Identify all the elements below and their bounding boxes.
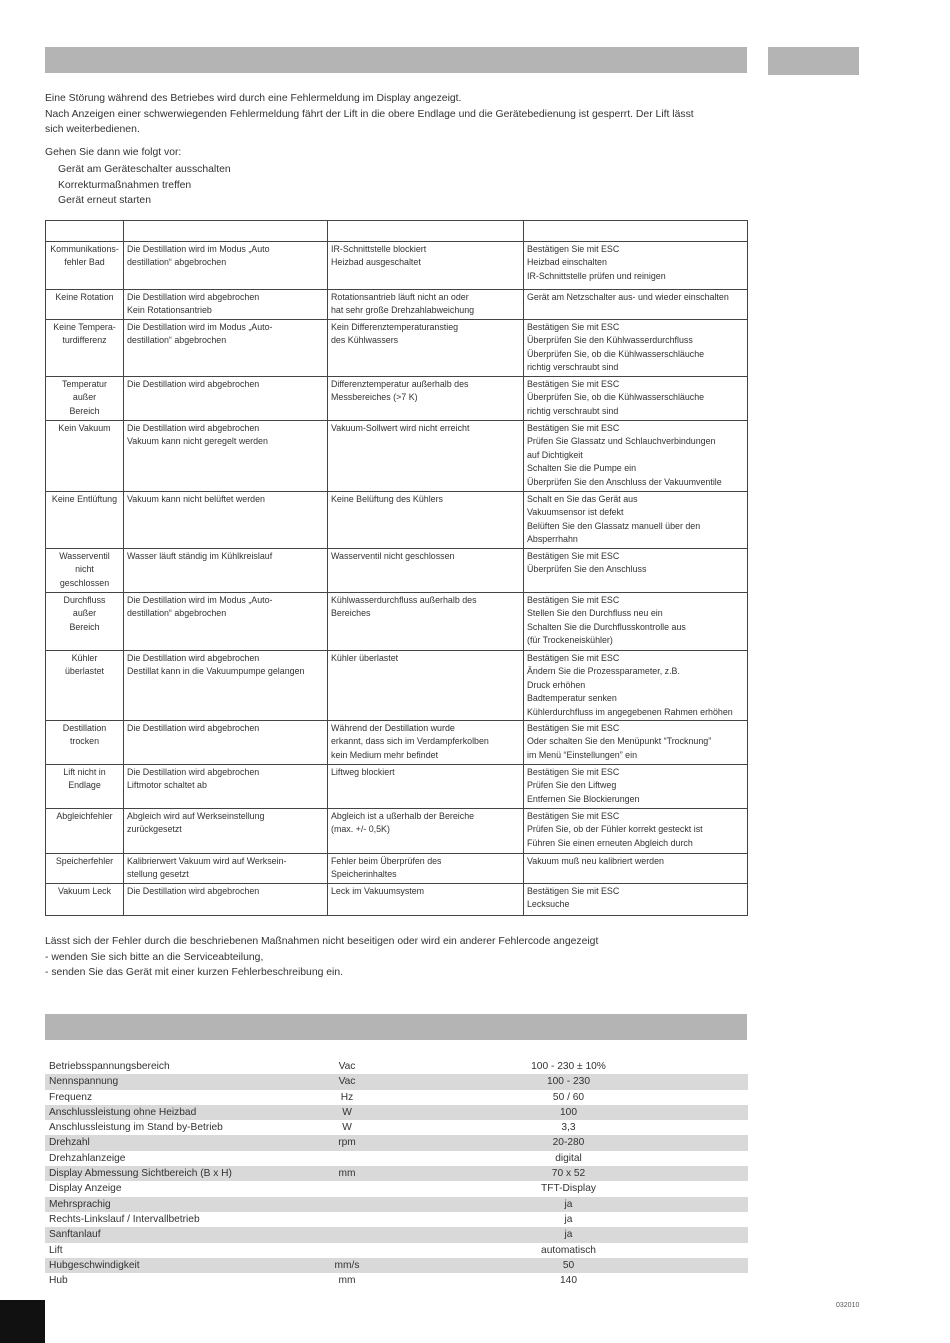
cell-line: IR-Schnittstelle blockiert	[331, 244, 427, 254]
cell-line: Die Destillation wird abgebrochen	[127, 423, 260, 433]
cell-line: Die Destillation wird abgebrochen	[127, 767, 260, 778]
cell-line: Während der Destillation wurde	[331, 723, 455, 734]
spec-value: 3,3	[561, 1122, 576, 1134]
cell-line: Prüfen Sie Glassatz und Schlauchverbindungen	[527, 436, 716, 447]
cell-line: Kühlerdurchfluss im angegebenen Rahmen erhöhen	[527, 706, 733, 717]
header-cell	[46, 221, 124, 242]
spec-value: automatisch	[541, 1244, 596, 1256]
cell-line: Belüften Sie den Glassatz manuell über den	[527, 520, 701, 531]
cell-line: Vakuum Leck	[57, 886, 112, 897]
error-remedy-cell	[524, 242, 748, 290]
cell-line: Kühler überlastet	[331, 653, 399, 663]
error-name-cell	[46, 492, 124, 549]
cell-line: Überprüfen Sie den Kühlwasserdurchfluss	[527, 335, 693, 346]
cell-line: (für Trockeneiskühler)	[527, 635, 613, 646]
spec-row	[45, 1059, 748, 1074]
spec-value: ja	[564, 1198, 573, 1210]
error-effect-cell	[124, 421, 328, 492]
spec-row	[45, 1090, 748, 1105]
cell-line: Schalt en Sie das Gerät aus	[527, 494, 638, 504]
spec-unit: W	[342, 1106, 352, 1118]
cell-line: Wasserventil	[59, 551, 110, 561]
cell-line: Vakuumsensor ist defekt	[527, 507, 624, 518]
spec-unit	[327, 1181, 367, 1196]
cell-line: Destillat kann in die Vakuumpumpe gelangen	[127, 666, 305, 677]
spec-label: Sanftanlauf	[49, 1229, 101, 1241]
error-effect-cell	[124, 651, 328, 721]
spec-unit	[327, 1151, 367, 1166]
error-row	[46, 721, 748, 765]
cell-line: Kalibrierwert Vakuum wird auf Werksein-	[127, 856, 287, 867]
cell-line: Die Destillation wird im Modus „Auto	[127, 244, 270, 254]
header-cell	[124, 221, 328, 242]
error-effect-cell	[124, 593, 328, 651]
error-cause-cell	[328, 593, 524, 651]
error-effect-cell	[124, 809, 328, 854]
error-name-cell	[46, 593, 124, 651]
spec-row	[45, 1258, 748, 1273]
spec-row	[45, 1273, 748, 1288]
cell-line: Gerät am Netzschalter aus- und wieder einschalten	[527, 292, 729, 302]
error-cause-cell	[328, 242, 524, 290]
cell-line: Bestätigen Sie mit ESC	[527, 653, 620, 663]
error-name-cell	[46, 421, 124, 492]
cell-line: Durchfluss	[63, 595, 106, 605]
error-row	[46, 492, 748, 549]
cell-line: Bestätigen Sie mit ESC	[527, 595, 620, 605]
footer-line: Lässt sich der Fehler durch die beschriebenen Maßnahmen nicht beseitigen oder wird ein anderer Fehlercode angezeigt	[45, 936, 599, 947]
cell-line: Bereich	[69, 405, 100, 416]
error-name-cell	[46, 377, 124, 421]
cell-line: Bestätigen Sie mit ESC	[527, 723, 620, 734]
cell-line: Badtemperatur senken	[527, 693, 617, 704]
cell-line: destillation“ abgebrochen	[127, 335, 227, 346]
spec-row	[45, 1135, 748, 1150]
cell-line: Entfernen Sie Blockierungen	[527, 793, 640, 804]
error-effect-cell	[124, 320, 328, 377]
error-name-cell	[46, 721, 124, 765]
cell-line: Überprüfen Sie den Anschluss der Vakuumventile	[527, 476, 722, 487]
specs-header-bar	[45, 1014, 747, 1040]
procedure-step: Korrekturmaßnahmen treffen	[58, 179, 192, 191]
cell-line: im Menü “Einstellungen” ein	[527, 749, 638, 760]
error-row	[46, 242, 748, 290]
cell-line: Überprüfen Sie, ob die Kühlwasserschläuche	[527, 348, 705, 359]
spec-value: digital	[555, 1152, 582, 1164]
cell-line: Abgleich wird auf Werkseinstellung	[127, 811, 265, 822]
spec-value: 50	[562, 1259, 575, 1271]
spec-unit	[327, 1212, 367, 1227]
error-cause-cell	[328, 421, 524, 492]
cell-line: Bestätigen Sie mit ESC	[527, 244, 620, 254]
cell-line: richtig verschraubt sind	[527, 362, 619, 373]
cell-line: Überprüfen Sie den Anschluss	[527, 564, 647, 575]
spec-value: ja	[564, 1229, 573, 1241]
error-name-cell	[46, 320, 124, 377]
error-row	[46, 651, 748, 721]
error-effect-cell	[124, 721, 328, 765]
error-effect-cell	[124, 854, 328, 884]
spec-label: Frequenz	[49, 1091, 93, 1103]
cell-line: Differenztemperatur außerhalb des	[331, 379, 469, 389]
cell-line: Vakuum kann nicht geregelt werden	[127, 436, 268, 447]
error-remedy-cell	[524, 809, 748, 854]
spec-label: Hub	[49, 1275, 68, 1287]
cell-line: Bestätigen Sie mit ESC	[527, 811, 620, 822]
cell-line: Liftmotor schaltet ab	[127, 780, 207, 791]
cell-line: Die Destillation wird abgebrochen	[127, 723, 260, 734]
spec-label: Hubgeschwindigkeit	[49, 1259, 140, 1271]
footer-line: - wenden Sie sich bitte an die Serviceabteilung,	[45, 951, 264, 963]
footer-line: - senden Sie das Gerät mit einer kurzen Fehlerbeschreibung ein.	[45, 967, 344, 978]
cell-line: Die Destillation wird abgebrochen	[127, 886, 260, 897]
cell-line: Kommunikations-	[50, 244, 119, 254]
cell-line: Die Destillation wird im Modus „Auto-	[127, 322, 273, 332]
error-name-cell	[46, 290, 124, 320]
cell-line: Stellen Sie den Durchfluss neu ein	[527, 608, 663, 619]
procedure-step: Gerät am Geräteschalter ausschalten	[58, 164, 231, 175]
spec-value: 50 / 60	[552, 1091, 585, 1103]
intro-text	[45, 91, 755, 138]
cell-line: Vakuum muß neu kalibriert werden	[527, 856, 664, 867]
procedure-steps	[58, 162, 231, 209]
cell-line: erkannt, dass sich im Verdampferkolben	[331, 736, 489, 747]
cell-line: Überprüfen Sie, ob die Kühlwasserschläuche	[527, 392, 705, 403]
error-remedy-cell	[524, 421, 748, 492]
spec-value: 20-280	[552, 1137, 585, 1149]
error-row	[46, 884, 748, 916]
cell-line: Kein Rotationsantrieb	[127, 305, 212, 316]
cell-line: Wasserventil nicht geschlossen	[331, 551, 455, 561]
spec-unit: Vac	[338, 1061, 356, 1072]
error-name-cell	[46, 854, 124, 884]
cell-line: stellung gesetzt	[127, 869, 189, 880]
cell-line: Bestätigen Sie mit ESC	[527, 767, 620, 778]
cell-line: Die Destillation wird abgebrochen	[127, 379, 260, 389]
cell-line: Oder schalten Sie den Menüpunkt “Trocknung”	[527, 736, 712, 747]
cell-line: turdifferenz	[62, 335, 107, 346]
error-row	[46, 421, 748, 492]
cell-line: Schalten Sie die Durchflusskontrolle aus	[527, 621, 686, 632]
cell-line: überlastet	[65, 666, 104, 677]
error-cause-cell	[328, 290, 524, 320]
spec-unit: W	[342, 1122, 352, 1134]
error-name-cell	[46, 809, 124, 854]
cell-line: außer	[72, 392, 97, 403]
cell-line: Heizbad ausgeschaltet	[331, 257, 421, 268]
cell-line: Die Destillation wird im Modus „Auto-	[127, 595, 273, 605]
intro-line: sich weiterbedienen.	[45, 124, 140, 135]
error-remedy-cell	[524, 854, 748, 884]
cell-line: Lecksuche	[527, 899, 570, 910]
spec-row	[45, 1197, 748, 1212]
cell-line: Kühlwasserdurchfluss außerhalb des	[331, 595, 477, 605]
spec-value: ja	[564, 1213, 573, 1225]
error-effect-cell	[124, 242, 328, 290]
cell-line: geschlossen	[59, 577, 110, 588]
cell-line: Druck erhöhen	[527, 679, 586, 690]
cell-line: Messbereiches (>7 K)	[331, 392, 418, 403]
cell-line: trocken	[69, 736, 100, 747]
cell-line: richtig verschraubt sind	[527, 405, 619, 416]
spec-unit: Hz	[340, 1091, 354, 1103]
spec-value: 100	[560, 1106, 577, 1118]
error-cause-cell	[328, 809, 524, 854]
cell-line: Heizbad einschalten	[527, 257, 607, 268]
cell-line: auf Dichtigkeit	[527, 449, 583, 460]
error-remedy-cell	[524, 765, 748, 809]
spec-row	[45, 1120, 748, 1135]
spec-label: Nennspannung	[49, 1076, 119, 1088]
error-cause-cell	[328, 854, 524, 884]
cell-line: kein Medium mehr befindet	[331, 749, 439, 760]
cell-line: Prüfen Sie, ob der Fühler korrekt gesteckt ist	[527, 824, 703, 835]
footer-note	[45, 934, 755, 981]
error-name-cell	[46, 651, 124, 721]
error-remedy-cell	[524, 492, 748, 549]
spec-unit	[327, 1197, 367, 1212]
cell-line: Abgleichfehler	[56, 811, 113, 822]
error-remedy-cell	[524, 651, 748, 721]
error-cause-cell	[328, 549, 524, 593]
spec-value: 70 x 52	[551, 1168, 586, 1180]
error-effect-cell	[124, 549, 328, 593]
spec-value: 100 - 230	[546, 1076, 591, 1088]
cell-line: Destillation	[62, 723, 107, 734]
error-name-cell	[46, 765, 124, 809]
cell-line: Kein Vakuum	[58, 423, 111, 433]
error-remedy-cell	[524, 549, 748, 593]
cell-line: des Kühlwassers	[331, 335, 399, 346]
error-row	[46, 377, 748, 421]
spec-label: Rechts-Linkslauf / Intervallbetrieb	[49, 1213, 200, 1225]
error-row	[46, 549, 748, 593]
error-remedy-cell	[524, 290, 748, 320]
spec-unit: rpm	[338, 1137, 356, 1149]
spec-row	[45, 1074, 748, 1089]
cell-line: außer	[72, 608, 97, 619]
error-cause-cell	[328, 765, 524, 809]
cell-line: fehler Bad	[64, 257, 105, 268]
intro-line: Nach Anzeigen einer schwerwiegenden Fehlermeldung fährt der Lift in die obere Endlage und die Gerätebedienung ist gesperrt. Der Lift lässt	[45, 108, 694, 120]
cell-line: Bereich	[69, 621, 100, 632]
error-row	[46, 593, 748, 651]
spec-unit: mm/s	[334, 1259, 360, 1271]
error-effect-cell	[124, 884, 328, 916]
intro-line: Eine Störung während des Betriebes wird durch eine Fehlermeldung im Display angezeigt.	[45, 93, 462, 104]
spec-value: 100 - 230 ± 10%	[531, 1061, 606, 1072]
cell-line: Vakuum kann nicht belüftet werden	[127, 494, 265, 504]
cell-line: Kühler	[71, 653, 98, 663]
cell-line: Absperrhahn	[527, 534, 578, 545]
spec-label: Anschlussleistung im Stand by-Betrieb	[49, 1122, 223, 1134]
error-row	[46, 809, 748, 854]
cell-line: Keine Belüftung des Kühlers	[331, 494, 443, 504]
error-effect-cell	[124, 765, 328, 809]
cell-line: Lift nicht in	[63, 767, 106, 778]
error-name-cell	[46, 549, 124, 593]
spec-row	[45, 1181, 748, 1196]
page-code: 032010	[836, 1302, 860, 1309]
cell-line: Speicherfehler	[55, 856, 114, 867]
spec-row	[45, 1227, 748, 1242]
error-row	[46, 320, 748, 377]
spec-row	[45, 1166, 748, 1181]
error-effect-cell	[124, 492, 328, 549]
cell-line: Die Destillation wird abgebrochen	[127, 653, 260, 663]
cell-line: Endlage	[68, 780, 101, 791]
error-effect-cell	[124, 290, 328, 320]
cell-line: Leck im Vakuumsystem	[331, 886, 425, 897]
cell-line: Liftweg blockiert	[331, 767, 395, 778]
spec-label: Lift	[49, 1244, 63, 1256]
error-row	[46, 765, 748, 809]
error-cause-cell	[328, 377, 524, 421]
spec-label: Betriebsspannungsbereich	[49, 1061, 170, 1072]
spec-row	[45, 1212, 748, 1227]
error-row	[46, 854, 748, 884]
spec-value: 140	[560, 1275, 577, 1287]
spec-unit: mm	[338, 1275, 356, 1287]
cell-line: Speicherinhaltes	[331, 869, 397, 880]
error-cause-cell	[328, 320, 524, 377]
error-table	[45, 220, 748, 916]
cell-line: Kein Differenztemperaturanstieg	[331, 322, 459, 332]
header-cell	[524, 221, 748, 242]
cell-line: destillation“ abgebrochen	[127, 257, 227, 268]
cell-line: Abgleich ist a ußerhalb der Bereiche	[331, 811, 475, 822]
cell-line: Bereiches	[331, 608, 371, 619]
cell-line: Prüfen Sie den Liftweg	[527, 780, 617, 791]
language-tab-bar	[768, 47, 859, 75]
error-remedy-cell	[524, 320, 748, 377]
section-header-bar	[45, 47, 747, 73]
cell-line: zurückgesetzt	[127, 824, 182, 835]
spec-unit	[327, 1243, 367, 1258]
cell-line: Keine Entlüftung	[51, 494, 118, 504]
spec-value: TFT-Display	[541, 1183, 596, 1195]
cell-line: Temperatur	[62, 379, 107, 389]
cell-line: Führen Sie einen erneuten Abgleich durch	[527, 837, 693, 848]
spec-label: Display Abmessung Sichtbereich (B x H)	[49, 1168, 232, 1180]
cell-line: destillation“ abgebrochen	[127, 608, 227, 619]
cell-line: IR-Schnittstelle prüfen und reinigen	[527, 270, 666, 281]
cell-line: Schalten Sie die Pumpe ein	[527, 463, 637, 474]
procedure-title: Gehen Sie dann wie folgt vor:	[45, 147, 182, 158]
cell-line: Bestätigen Sie mit ESC	[527, 379, 620, 389]
cell-line: Bestätigen Sie mit ESC	[527, 322, 620, 332]
error-name-cell	[46, 884, 124, 916]
cell-line: Vakuum-Sollwert wird nicht erreicht	[331, 423, 470, 433]
cell-line: Rotationsantrieb läuft nicht an oder	[331, 292, 469, 302]
cell-line: (max. +/- 0,5K)	[331, 824, 390, 835]
cell-line: hat sehr große Drehzahlabweichung	[331, 305, 475, 316]
spec-unit: mm	[338, 1168, 356, 1180]
page-corner-mark	[0, 1300, 45, 1343]
error-remedy-cell	[524, 593, 748, 651]
error-remedy-cell	[524, 377, 748, 421]
error-cause-cell	[328, 492, 524, 549]
cell-line: nicht	[75, 564, 94, 575]
error-row	[46, 290, 748, 320]
spec-label: Drehzahlanzeige	[49, 1152, 126, 1164]
cell-line: Keine Rotation	[55, 292, 114, 302]
spec-row	[45, 1105, 748, 1120]
cell-line: Die Destillation wird abgebrochen	[127, 292, 260, 302]
error-effect-cell	[124, 377, 328, 421]
spec-label: Anschlussleistung ohne Heizbad	[49, 1106, 197, 1118]
specs-table	[45, 1059, 748, 1288]
error-cause-cell	[328, 721, 524, 765]
spec-label: Drehzahl	[49, 1137, 90, 1149]
header-cell	[328, 221, 524, 242]
spec-unit: Vac	[338, 1076, 356, 1088]
procedure-step: Gerät erneut starten	[58, 195, 151, 206]
cell-line: Bestätigen Sie mit ESC	[527, 551, 620, 561]
cell-line: Wasser läuft ständig im Kühlkreislauf	[127, 551, 273, 561]
cell-line: Bestätigen Sie mit ESC	[527, 886, 620, 897]
spec-row	[45, 1151, 748, 1166]
spec-unit	[327, 1227, 367, 1242]
cell-line: Fehler beim Überprüfen des	[331, 856, 442, 867]
spec-label: Display Anzeige	[49, 1183, 122, 1195]
error-cause-cell	[328, 651, 524, 721]
spec-label: Mehrsprachig	[49, 1198, 111, 1210]
error-table-header-row	[46, 221, 748, 242]
spec-row	[45, 1243, 748, 1258]
cell-line: Ändern Sie die Prozessparameter, z.B.	[527, 666, 680, 677]
error-name-cell	[46, 242, 124, 290]
error-cause-cell	[328, 884, 524, 916]
error-remedy-cell	[524, 884, 748, 916]
cell-line: Keine Tempera-	[53, 322, 116, 332]
error-remedy-cell	[524, 721, 748, 765]
cell-line: Bestätigen Sie mit ESC	[527, 423, 620, 433]
